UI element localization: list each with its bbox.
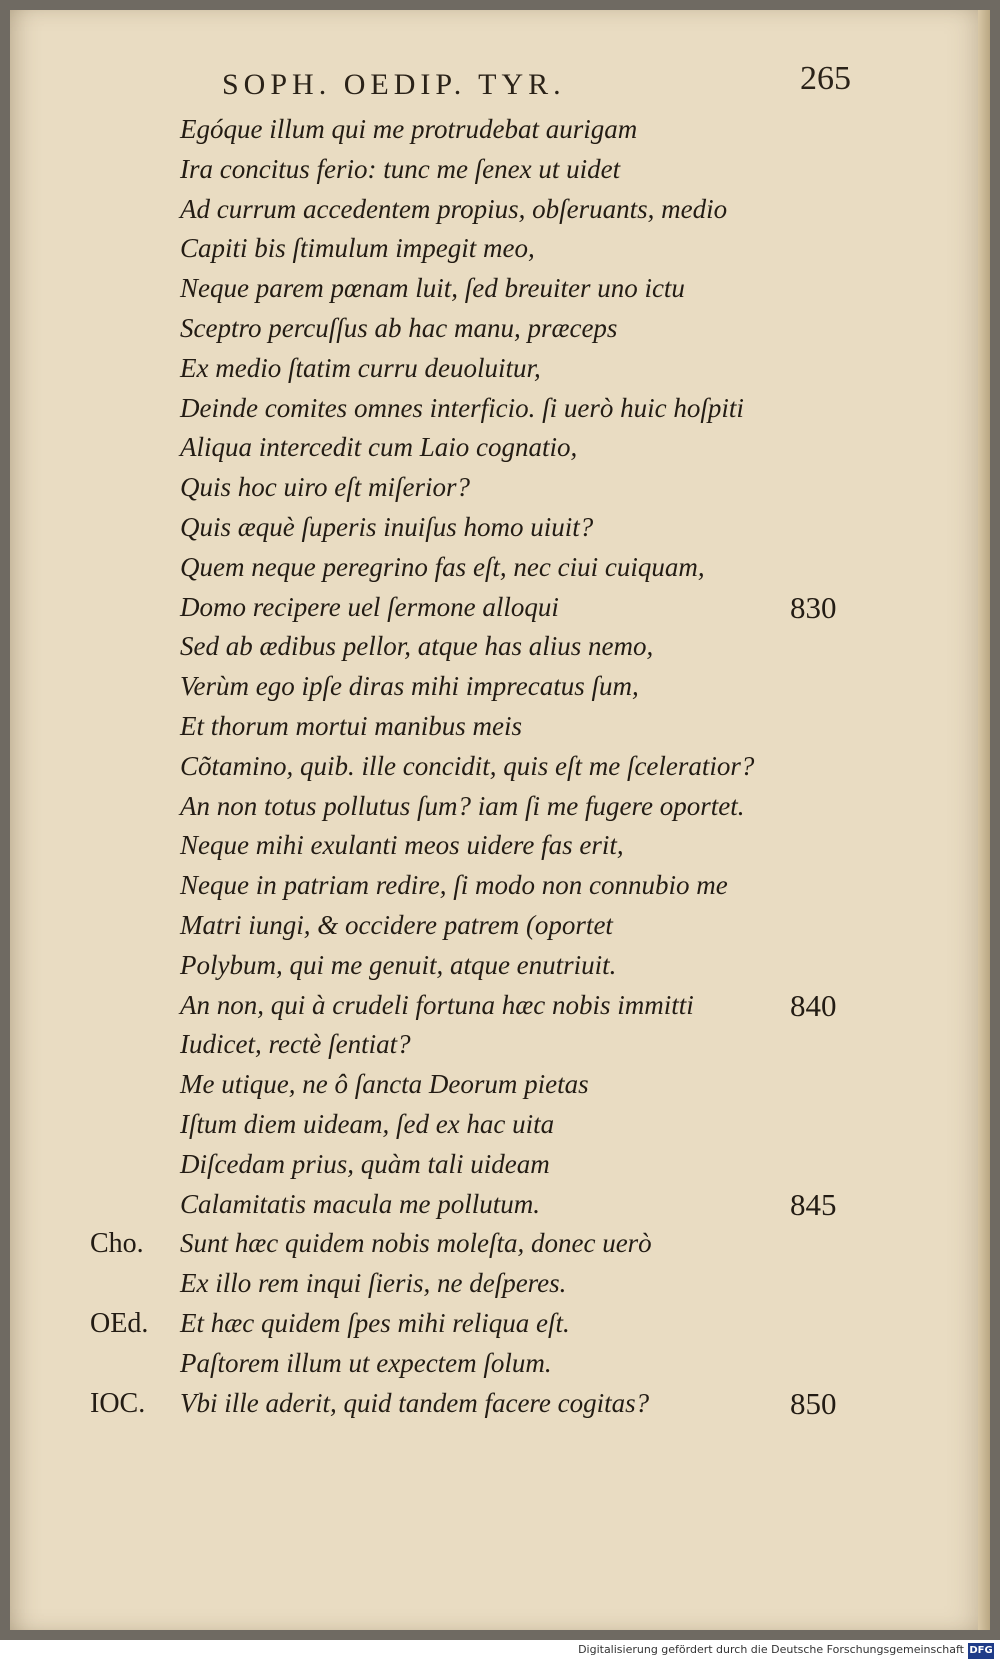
- footer-bar: [0, 1640, 1000, 1666]
- verse-text-block: [90, 110, 850, 1423]
- verse-line: [90, 1145, 850, 1185]
- verse-line: [90, 627, 850, 667]
- speaker-label: Cho.: [90, 1228, 144, 1260]
- verse-line: [90, 309, 850, 349]
- line-text: Polybum, qui me genuit, atque enutriuit.: [180, 949, 617, 980]
- line-text: Paſtorem illum ut expectem ſolum.: [180, 1347, 552, 1378]
- line-text: An non totus pollutus ſum? iam ſi me fugere oportet.: [180, 790, 745, 821]
- verse-line: [90, 150, 850, 190]
- verse-line: [90, 1224, 850, 1264]
- verse-line: [90, 1065, 850, 1105]
- line-text: Sceptro percuſſus ab hac manu, præceps: [180, 312, 618, 343]
- book-page: [10, 10, 990, 1630]
- speaker-label: OEd.: [90, 1307, 149, 1339]
- line-number: 845: [790, 1186, 837, 1222]
- digitization-credit: Digitalisierung gefördert durch die Deutsche Forschungsgemeinschaft: [578, 1643, 964, 1656]
- line-text: Ira concitus ferio: tunc me ſenex ut uidet: [180, 153, 621, 184]
- verse-line: [90, 1304, 850, 1344]
- verse-line: [90, 190, 850, 230]
- line-number: 840: [790, 987, 837, 1023]
- line-text: Quem neque peregrino fas eſt, nec ciui cuiquam,: [180, 551, 705, 582]
- verse-line: [90, 349, 850, 389]
- line-text: Calamitatis macula me pollutum.: [180, 1188, 540, 1219]
- verse-line: [90, 667, 850, 707]
- line-text: Iudicet, rectè ſentiat?: [180, 1029, 411, 1060]
- verse-line: [90, 588, 850, 628]
- verse-line: [90, 1185, 850, 1225]
- verse-line: [90, 468, 850, 508]
- verse-line: [90, 229, 850, 269]
- verse-line: [90, 707, 850, 747]
- line-text: Et hæc quidem ſpes mihi reliqua eſt.: [180, 1307, 570, 1338]
- speaker-label: IOC.: [90, 1387, 146, 1419]
- line-text: Sunt hæc quidem nobis moleſta, donec uerò: [180, 1228, 652, 1259]
- line-text: Iſtum diem uideam, ſed ex hac uita: [180, 1108, 555, 1139]
- verse-line: [90, 1264, 850, 1304]
- line-text: Aliqua intercedit cum Laio cognatio,: [180, 432, 578, 463]
- verse-line: [90, 826, 850, 866]
- line-text: Egóque illum qui me protrudebat aurigam: [180, 114, 638, 144]
- verse-line: [90, 906, 850, 946]
- line-text: Diſcedam prius, quàm tali uideam: [180, 1148, 550, 1179]
- line-text: Neque mihi exulanti meos uidere fas erit,: [180, 830, 624, 861]
- line-text: Capiti bis ſtimulum impegit meo,: [180, 233, 535, 264]
- line-text: Neque in patriam redire, ſi modo non connubio me: [180, 870, 728, 901]
- line-text: Ex illo rem inqui ſieris, ne deſperes.: [180, 1268, 567, 1299]
- dfg-logo-icon: DFG: [968, 1643, 994, 1659]
- page-number: 265: [800, 60, 851, 97]
- verse-line: [90, 787, 850, 827]
- line-number: 830: [790, 589, 837, 625]
- running-head: SOPH. OEDIP. TYR.: [222, 68, 566, 101]
- page-edge: [978, 10, 990, 1630]
- line-text: Et thorum mortui manibus meis: [180, 710, 523, 741]
- verse-line: [90, 1344, 850, 1384]
- verse-line: [90, 508, 850, 548]
- verse-line: [90, 269, 850, 309]
- line-text: An non, qui à crudeli fortuna hæc nobis immitti: [180, 989, 694, 1020]
- line-text: Neque parem pœnam luit, ſed breuiter uno ictu: [180, 273, 685, 304]
- line-text: Cõtamino, quib. ille concidit, quis eſt me ſceleratior?: [180, 750, 755, 781]
- line-text: Verùm ego ipſe diras mihi imprecatus ſum,: [180, 671, 639, 702]
- line-text: Ad currum accedentem propius, obſeruants, medio: [180, 193, 728, 224]
- line-text: Quis æquè ſuperis inuiſus homo uiuit?: [180, 511, 594, 542]
- verse-line: [90, 389, 850, 429]
- verse-line: [90, 747, 850, 787]
- line-text: Vbi ille aderit, quid tandem facere cogitas?: [180, 1387, 650, 1418]
- verse-line: [90, 110, 850, 150]
- line-text: Me utique, ne ô ſancta Deorum pietas: [180, 1069, 589, 1100]
- verse-line: [90, 428, 850, 468]
- line-text: Matri iungi, & occidere patrem (oportet: [180, 909, 613, 940]
- verse-line: [90, 866, 850, 906]
- verse-line: [90, 548, 850, 588]
- line-text: Domo recipere uel ſermone alloqui: [180, 591, 559, 622]
- line-number: 850: [790, 1385, 837, 1421]
- line-text: Ex medio ſtatim curru deuoluitur,: [180, 352, 541, 383]
- verse-line: [90, 1384, 850, 1424]
- verse-line: [90, 986, 850, 1026]
- line-text: Quis hoc uiro eſt miſerior?: [180, 472, 470, 503]
- verse-line: [90, 946, 850, 986]
- verse-line: [90, 1105, 850, 1145]
- line-text: Deinde comites omnes interficio. ſi uerò huic hoſpiti: [180, 392, 744, 423]
- line-text: Sed ab ædibus pellor, atque has alius nemo,: [180, 631, 654, 662]
- verse-line: [90, 1025, 850, 1065]
